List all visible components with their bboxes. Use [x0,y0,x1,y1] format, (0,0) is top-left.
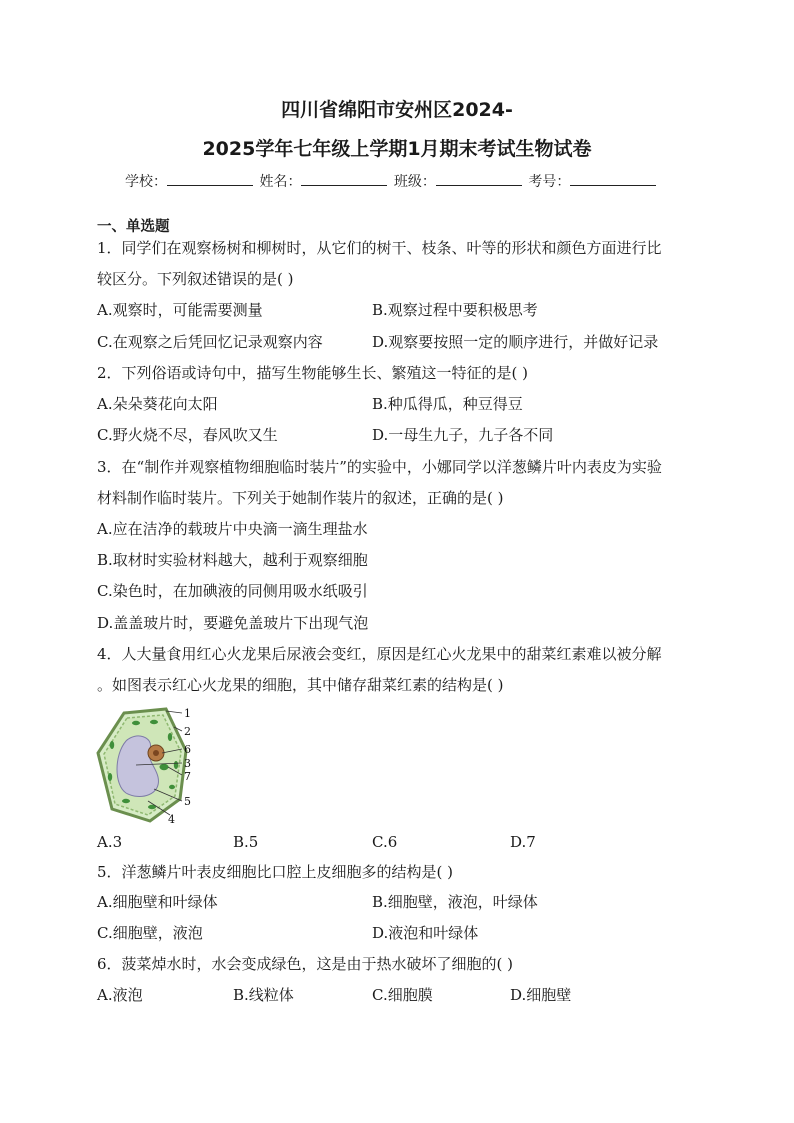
label-7: 7 [184,770,191,783]
q5-option-a[interactable]: A.细胞壁和叶绿体 [97,893,218,911]
label-6: 6 [184,743,191,756]
label-2: 2 [184,725,191,738]
q6-option-c[interactable]: C.细胞膜 [372,986,433,1004]
q2-option-c[interactable]: C.野火烧不尽，春风吹又生 [97,426,278,444]
q3-stem-line1: 3．在“制作并观察植物细胞临时装片”的实验中，小娜同学以洋葱鳞片叶内表皮为实验 [97,458,662,476]
q5-option-b[interactable]: B.细胞壁，液泡，叶绿体 [372,893,538,911]
title-line-1: 四川省绵阳市安州区2024- [281,99,513,121]
exam-no-blank[interactable] [570,171,656,186]
q4-option-c[interactable]: C.6 [372,833,398,851]
q4-option-b[interactable]: B.5 [233,833,259,851]
q6-stem-line1: 6．菠菜焯水时，水会变成绿色，这是由于热水破坏了细胞的( ) [97,955,514,973]
q3-option-d[interactable]: D.盖盖玻片时，要避免盖玻片下出现气泡 [97,614,369,632]
title-line-2: 2025学年七年级上学期1月期末考试生物试卷 [202,138,592,160]
q6-option-b[interactable]: B.线粒体 [233,986,294,1004]
q1-option-b[interactable]: B.观察过程中要积极思考 [372,301,538,319]
q1-stem-line2: 较区分。下列叙述错误的是( ) [97,270,294,288]
q2-stem-line1: 2．下列俗语或诗句中，描写生物能够生长、繁殖这一特征的是( ) [97,364,529,382]
q1-stem-line1: 1．同学们在观察杨树和柳树时，从它们的树干、枝条、叶等的形状和颜色方面进行比 [97,239,662,257]
q4-option-a[interactable]: A.3 [97,833,123,851]
q6-option-a[interactable]: A.液泡 [97,986,143,1004]
student-info-row [125,171,658,191]
school-blank[interactable] [167,171,253,186]
q6-option-d[interactable]: D.细胞壁 [510,986,572,1004]
label-4: 4 [168,813,175,825]
school-label: 学校： [125,174,167,190]
section-heading: 一、单选题 [97,219,170,235]
q4-stem-line1: 4．人大量食用红心火龙果后尿液会变红，原因是红心火龙果中的甜菜红素难以被分解 [97,645,662,663]
q1-option-d[interactable]: D.观察要按照一定的顺序进行，并做好记录 [372,333,659,351]
name-label: 姓名： [259,174,302,190]
plant-cell-figure [96,703,196,825]
q2-option-a[interactable]: A.朵朵葵花向太阳 [97,395,218,413]
q5-stem-line1: 5．洋葱鳞片叶表皮细胞比口腔上皮细胞多的结构是( ) [97,863,454,881]
label-3: 3 [184,757,191,770]
q2-option-d[interactable]: D.一母生九子，九子各不同 [372,426,554,444]
q3-option-b[interactable]: B.取材时实验材料越大，越利于观察细胞 [97,551,368,569]
q4-option-d[interactable]: D.7 [510,833,536,851]
q3-option-a[interactable]: A.应在洁净的载玻片中央滴一滴生理盐水 [97,520,368,538]
q5-option-d[interactable]: D.液泡和叶绿体 [372,924,479,942]
q3-option-c[interactable]: C.染色时，在加碘液的同侧用吸水纸吸引 [97,582,368,600]
q4-stem-line2: 。如图表示红心火龙果的细胞，其中储存甜菜红素的结构是( ) [97,676,504,694]
q1-option-a[interactable]: A.观察时，可能需要测量 [97,301,263,319]
q5-option-c[interactable]: C.细胞壁，液泡 [97,924,203,942]
q3-stem-line2: 材料制作临时装片。下列关于她制作装片的叙述，正确的是( ) [97,489,504,507]
name-blank[interactable] [301,171,387,186]
class-blank[interactable] [436,171,522,186]
exam-no-label: 考号： [528,174,571,190]
q2-option-b[interactable]: B.种瓜得瓜，种豆得豆 [372,395,523,413]
q1-option-c[interactable]: C.在观察之后凭回忆记录观察内容 [97,333,323,351]
class-label: 班级： [393,174,436,190]
label-5: 5 [184,795,191,808]
label-1: 1 [184,707,191,720]
